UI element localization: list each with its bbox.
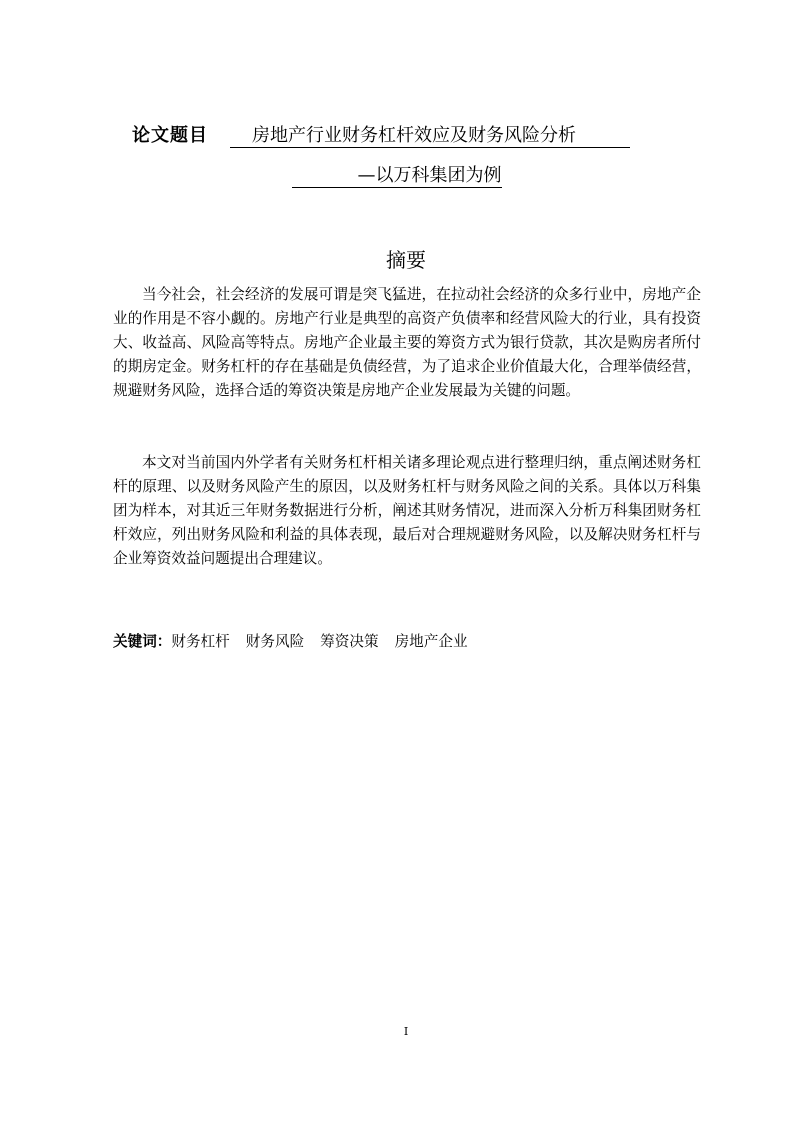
keywords-label: 关键词： bbox=[113, 633, 172, 650]
thesis-subtitle-row bbox=[0, 164, 793, 188]
abstract-paragraph-2: 本文对当前国内外学者有关财务杠杆相关诸多理论观点进行整理归纳，重点阐述财务杠杆的原理、以及财务风险产生的原因，以及财务杠杆与财务风险之间的关系。具体以万科集团为样本，对其近三年财务数据进行分析，阐述其财务情况，进而深入分析万科集团财务杠杆效应，列出财务风险和利益的具体表现，最后对合理规避财务风险，以及解决财务杠杆与企业筹资效益问题提出合理建议。 bbox=[113, 454, 701, 567]
keyword-item: 财务杠杆 bbox=[171, 633, 230, 650]
page-number: I bbox=[403, 1025, 409, 1038]
keyword-item: 筹资决策 bbox=[320, 633, 379, 650]
thesis-title-row bbox=[132, 122, 630, 148]
thesis-subtitle: —以万科集团为例 bbox=[292, 164, 502, 188]
abstract-heading: 摘要 bbox=[386, 248, 426, 272]
thesis-title-label: 论文题目 bbox=[132, 125, 208, 146]
keywords-line bbox=[113, 630, 468, 654]
abstract-paragraph-1: 当今社会，社会经济的发展可谓是突飞猛进，在拉动社会经济的众多行业中，房地产企业的作用是不容小觑的。房地产行业是典型的高资产负债率和经营风险大的行业，具有投资大、收益高、风险高等特点。房地产企业最主要的筹资方式为银行贷款，其次是购房者所付的期房定金。财务杠杆的存在基础是负债经营，为了追求企业价值最大化，合理举债经营，规避财务风险，选择合适的筹资决策是房地产企业发展最为关键的问题。 bbox=[113, 286, 701, 399]
keyword-item: 财务风险 bbox=[245, 633, 305, 650]
keyword-item: 房地产企业 bbox=[394, 633, 468, 650]
thesis-title: 房地产行业财务杠杆效应及财务风险分析 bbox=[230, 124, 630, 148]
